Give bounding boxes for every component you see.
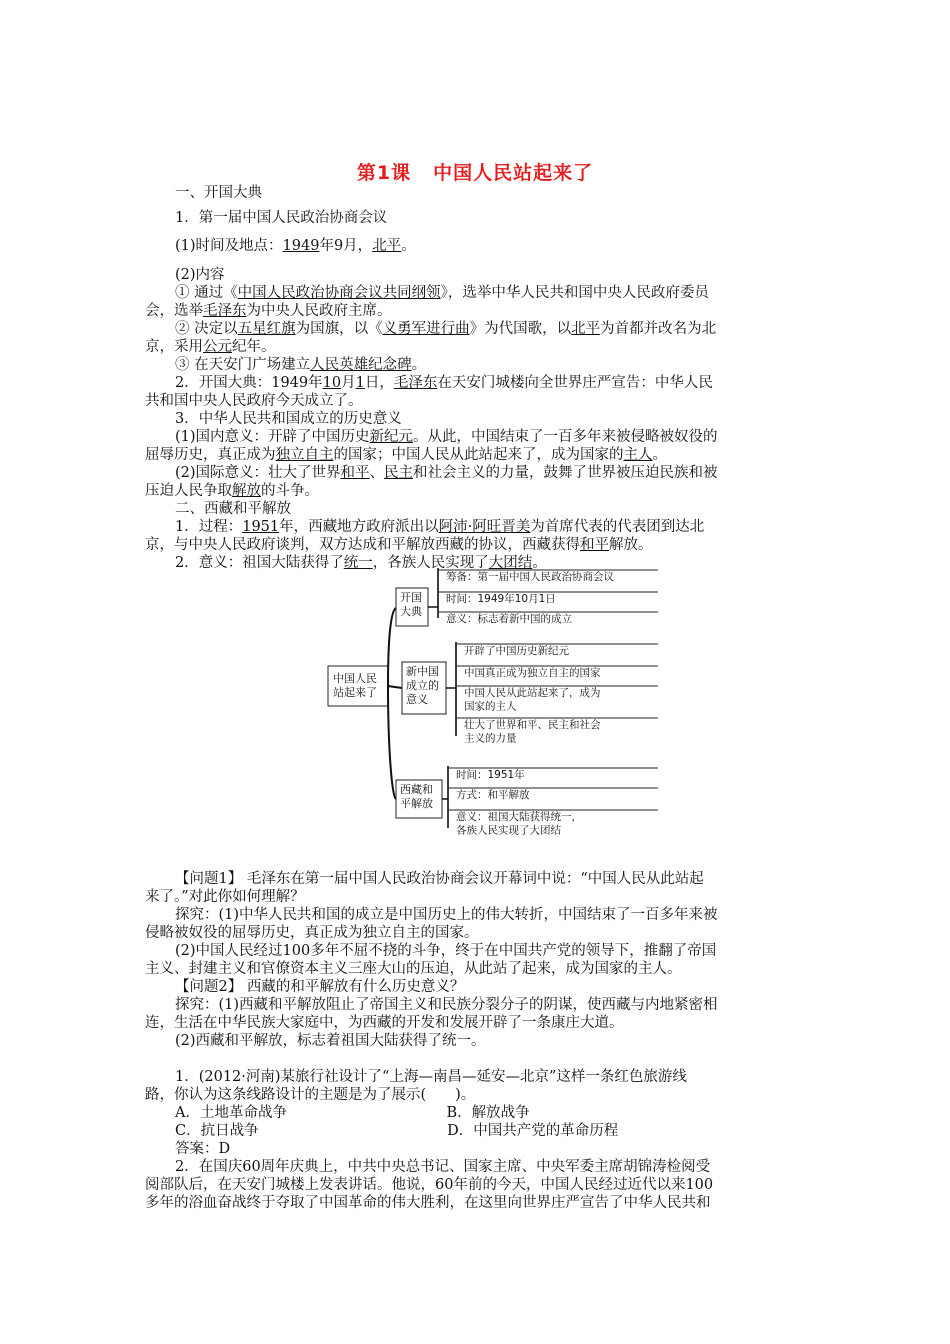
branch-label: 成立的 [406, 679, 439, 692]
text-segment: (2)中国人民经过100多年不屈不挠的斗争，终于在中国共产党的领导下，推翻了帝国 [175, 943, 717, 959]
text-segment: (2)西藏和平解放，标志着祖国大陆获得了统一。 [175, 1033, 486, 1049]
text-line [175, 373, 843, 393]
text-segment: 侵略被奴役的屈辱历史，真正成为独立自主的国家。 [145, 925, 479, 941]
text-segment: 日， [364, 375, 394, 391]
text-segment: 3．中华人民共和国成立的历史意义 [175, 411, 402, 427]
text-segment: (2)内容 [175, 267, 225, 283]
underlined-keyword: 解放 [232, 483, 261, 499]
text-segment: 》，选举中华人民共和国中央人民政府委员 [440, 285, 709, 301]
text-segment: ，各族人民实现了 [372, 555, 489, 571]
text-line [145, 959, 813, 979]
underlined-keyword: 和平 [340, 465, 370, 481]
text-line [175, 1031, 843, 1051]
text-segment: 纪年。 [232, 339, 276, 355]
text-segment: C．抗日战争 D．中国共产党的革命历程 [175, 1123, 619, 1139]
text-segment: 答案：D [175, 1141, 231, 1157]
text-segment: 探究：(1)中华人民共和国的成立是中国历史上的伟大转折，中国结束了一百多年来被 [175, 907, 718, 923]
underlined-keyword: 统一 [343, 555, 373, 571]
text-segment: 京，采用 [145, 339, 203, 355]
underlined-keyword: 民主 [384, 465, 414, 481]
text-line [175, 1067, 843, 1087]
text-segment: 2．开国大典：1949年 [175, 375, 323, 391]
underlined-keyword: 公元 [203, 339, 232, 355]
text-line [145, 481, 813, 501]
text-line [145, 1175, 813, 1195]
text-segment: 二、西藏和平解放 [175, 501, 291, 517]
text-segment: 【问题2】 西藏的和平解放有什么历史意义？ [175, 979, 465, 995]
text-segment: 共和国中央人民政府今天成立了。 [145, 393, 363, 409]
text-segment: 会，选举 [145, 303, 203, 319]
branch-item-text: 中国真正成为独立自主的国家 [464, 667, 601, 679]
text-segment: 》为代国歌，以 [469, 321, 572, 337]
text-segment: 1．过程： [175, 519, 243, 535]
branch-bracket [442, 766, 448, 828]
text-segment: ① 通过《 [175, 285, 238, 301]
text-line [145, 445, 813, 465]
text-segment: 年9月， [319, 238, 373, 254]
text-line [145, 1013, 813, 1033]
text-line [175, 265, 843, 285]
text-segment: ② 决定以 [175, 321, 238, 337]
branch-label: 开国 [400, 591, 422, 604]
text-line [145, 923, 813, 943]
text-line [175, 409, 843, 429]
text-segment: 和社会主义的力量，鼓舞了世界被压迫民族和被 [413, 465, 718, 481]
text-segment: 一、开国大典 [175, 185, 262, 201]
underlined-keyword: 毛泽东 [203, 303, 247, 319]
branch-item-text: 各族人民实现了大团结 [456, 824, 561, 837]
root-label: 中国人民 [333, 672, 377, 685]
text-segment: (1)时间及地点： [175, 238, 283, 254]
branch-item-text: 意义：标志着新中国的成立 [446, 613, 572, 625]
text-line [175, 463, 843, 483]
text-line [175, 1121, 843, 1141]
underlined-keyword: 10 [322, 375, 342, 391]
branch-item-text: 方式：和平解放 [456, 789, 530, 801]
text-segment: 京，与中央人民政府谈判，双方达成和平解放西藏的协议，西藏获得 [145, 537, 580, 553]
text-line [175, 427, 843, 447]
text-segment: 的国家；中国人民从此站起来了，成为国家的 [333, 447, 624, 463]
text-line [145, 535, 813, 555]
text-segment: 。 [532, 555, 547, 571]
text-segment: 。 [401, 238, 416, 254]
branch-label: 意义 [406, 693, 428, 706]
text-segment: 1．(2012·河南)某旅行社设计了“上海—南昌—延安—北京”这样一条红色旅游线 [175, 1069, 687, 1085]
text-segment: 路，你认为这条线路设计的主题是为了展示( )。 [145, 1087, 476, 1103]
text-segment: 屈辱历史，真正成为 [145, 447, 276, 463]
text-segment: 连，生活在中华民族大家庭中，为西藏的开发和发展开辟了一条康庄大道。 [145, 1015, 624, 1031]
underlined-keyword: 中国人民政治协商会议共同纲领 [237, 285, 441, 301]
text-line [175, 1103, 843, 1123]
text-segment: 为国旗，以《 [295, 321, 383, 337]
branch-item-text: 主义的力量 [464, 732, 517, 745]
text-segment: 年，西藏地方政府派出以 [279, 519, 439, 535]
underlined-keyword: 1 [355, 375, 365, 391]
text-segment: 主义、封建主义和官僚资本主义三座大山的压迫，从此站了起来，成为国家的主人。 [145, 961, 682, 977]
text-line [145, 1085, 813, 1105]
underlined-keyword: 北平 [571, 321, 601, 337]
branch-item-text: 时间：1951年 [456, 769, 525, 781]
text-segment: (2)国际意义：壮大了世界 [175, 465, 341, 481]
text-line [175, 905, 843, 925]
branch-label: 西藏和 [400, 783, 433, 796]
text-line [175, 499, 843, 519]
text-segment: 的斗争。 [261, 483, 319, 499]
page-title [0, 158, 950, 185]
branch-label: 大典 [400, 605, 422, 618]
branch-item-text: 壮大了世界和平、民主和社会 [464, 719, 601, 731]
text-segment: 在天安门城楼向全世界庄严宣告：中华人民 [437, 375, 713, 391]
text-segment: 多年的浴血奋战终于夺取了中国革命的伟大胜利，在这里向世界庄严宣告了中华人民共和 [145, 1195, 711, 1211]
concept-diagram [322, 558, 662, 843]
brace-connector [388, 608, 402, 799]
text-segment: 为首都并改名为北 [600, 321, 717, 337]
text-line [145, 887, 813, 907]
concept-diagram-svg [322, 558, 662, 843]
lesson-number: 第1课 [356, 162, 412, 184]
text-segment: (1)国内意义：开辟了中国历史 [175, 429, 370, 445]
text-line [175, 977, 843, 997]
text-segment: 。 [411, 357, 427, 373]
text-segment: 来了。”对此你如何理解？ [145, 889, 305, 905]
underlined-keyword: 大团结 [488, 555, 533, 571]
branch-label: 平解放 [400, 797, 433, 810]
text-line [175, 183, 843, 203]
text-line [175, 1157, 843, 1177]
text-line [145, 301, 813, 321]
branch-bracket [446, 642, 456, 736]
branch-item-text: 开辟了中国历史新纪元 [464, 645, 569, 657]
text-line [145, 337, 813, 357]
text-line [175, 355, 843, 375]
branch-label: 新中国 [406, 665, 439, 678]
text-segment: 阅部队后，在天安门城楼上发表讲话。他说，60年前的今天，中国人民经过近代以来100 [145, 1177, 714, 1193]
underlined-keyword: 北平 [372, 238, 402, 254]
text-segment: 月 [341, 375, 356, 391]
underlined-keyword: 1949 [282, 238, 320, 254]
text-line [145, 1193, 813, 1213]
text-line [175, 319, 843, 339]
text-line [175, 869, 843, 889]
text-line [175, 1139, 843, 1159]
branch-item-text: 国家的主人 [464, 700, 517, 713]
text-segment: ③ 在天安门广场建立 [175, 357, 311, 373]
text-line [175, 283, 843, 303]
lesson-name: 中国人民站起来了 [433, 162, 594, 184]
underlined-keyword: 毛泽东 [393, 375, 438, 391]
text-segment: 1．第一届中国人民政治协商会议 [175, 210, 388, 226]
text-segment: 压迫人民争取 [145, 483, 232, 499]
text-line [175, 236, 843, 256]
text-segment: 、 [369, 465, 385, 481]
text-segment: 解放。 [609, 537, 653, 553]
text-line [175, 208, 843, 228]
underlined-keyword: 五星红旗 [237, 321, 296, 337]
underlined-keyword: 主人 [623, 447, 653, 463]
text-segment: 为中央人民政府主席。 [246, 303, 392, 319]
text-line [175, 995, 843, 1015]
underlined-keyword: 1951 [242, 519, 280, 535]
branch-item-text: 意义：祖国大陆获得统一， [456, 811, 582, 823]
text-segment: 。 [652, 447, 667, 463]
text-segment: 。从此，中国结束了一百多年来被侵略被奴役的 [413, 429, 718, 445]
text-segment: 2．在国庆60周年庆典上，中共中央总书记、国家主席、中央军委主席胡锦涛检阅受 [175, 1159, 711, 1175]
text-line [175, 517, 843, 537]
underlined-keyword: 义勇军进行曲 [382, 321, 470, 337]
underlined-keyword: 独立自主 [275, 447, 334, 463]
branch-bracket [428, 568, 438, 618]
text-segment: A．土地革命战争 B．解放战争 [175, 1105, 530, 1121]
branch-item-text: 时间：1949年10月1日 [446, 593, 556, 605]
underlined-keyword: 阿沛·阿旺晋美 [438, 519, 531, 535]
root-label: 站起来了 [333, 686, 377, 699]
underlined-keyword: 人民英雄纪念碑 [310, 357, 412, 373]
text-line [145, 391, 813, 411]
text-segment: 探究：(1)西藏和平解放阻止了帝国主义和民族分裂分子的阴谋，使西藏与内地紧密相 [175, 997, 718, 1013]
text-segment: 【问题1】 毛泽东在第一届中国人民政治协商会议开幕词中说：“中国人民从此站起 [175, 871, 704, 887]
text-segment: 2．意义：祖国大陆获得了 [175, 555, 344, 571]
underlined-keyword: 新纪元 [369, 429, 414, 445]
branch-item-text: 中国人民从此站起来了，成为 [464, 687, 601, 699]
underlined-keyword: 和平 [580, 537, 609, 553]
text-line [175, 941, 843, 961]
branch-item-text: 筹备：第一届中国人民政治协商会议 [446, 571, 614, 583]
text-segment: 为首席代表的代表团到达北 [530, 519, 705, 535]
